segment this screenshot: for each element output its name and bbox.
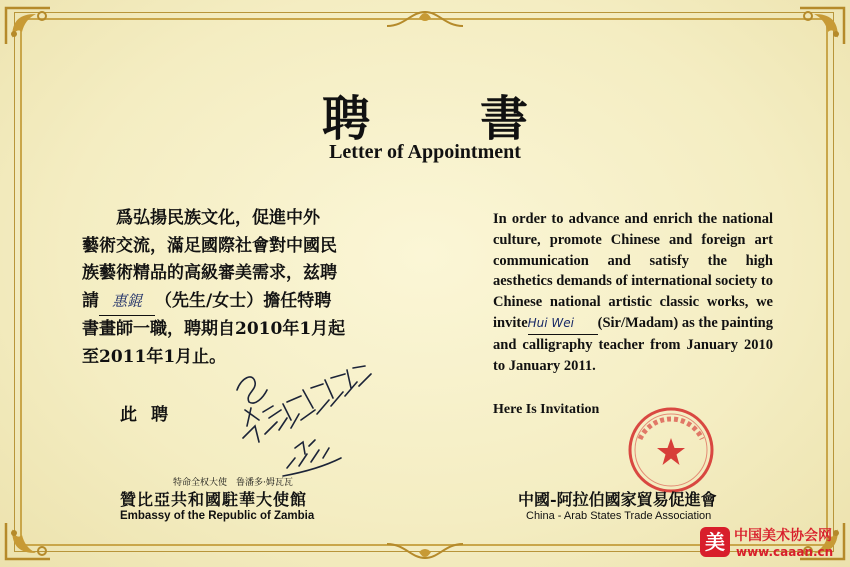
association-name-en: China - Arab States Trade Association — [526, 510, 712, 522]
watermark-logo-icon: 美 — [700, 527, 730, 557]
chinese-closing: 此聘 — [120, 405, 182, 425]
watermark-url: www.caaan.cn — [736, 545, 834, 559]
corner-ornament-icon — [2, 2, 56, 48]
title-english: Letter of Appointment — [329, 141, 521, 163]
watermark-site-name: 中国美术协会网 — [734, 528, 832, 544]
chinese-line-prefix: 請 — [82, 290, 99, 311]
embassy-name-en: Embassy of the Republic of Zambia — [120, 510, 315, 522]
association-seal-icon — [626, 405, 716, 495]
chinese-line: 書畫師一職，聘期自2010年1月起 — [82, 319, 346, 339]
chinese-line-with-name — [82, 288, 382, 317]
english-text-part1: In order to advance and enrich the national culture, promote Chinese and foreign art communication and satisfy the high aesthetics demands of international society to Chinese national artistic classic works, we invite — [493, 211, 773, 331]
site-watermark — [700, 523, 850, 567]
ambassador-title-small: 特命全权大使 鲁潘多·姆瓦瓦 — [173, 478, 293, 488]
corner-ornament-icon — [794, 2, 848, 48]
english-body — [493, 209, 773, 376]
ambassador-signature-icon — [225, 350, 385, 485]
association-name-cn: 中國-阿拉伯國家貿易促進會 — [518, 490, 717, 509]
embassy-name-cn: 贊比亞共和國駐華大使館 — [120, 490, 308, 509]
chinese-line: 至2011年1月止。 — [82, 346, 227, 367]
chinese-line-suffix: （先生/女士）擔任特聘 — [155, 290, 332, 311]
english-paragraph — [493, 209, 773, 376]
english-text-part2: (Sir/Madam) as the painting and calligraphy teacher from January 2010 to January 2011. — [493, 314, 773, 374]
handwritten-name-en: Hui Wei — [528, 313, 598, 335]
title-chinese: 聘書 — [321, 91, 638, 147]
chinese-line: 爲弘揚民族文化，促進中外 — [82, 208, 320, 228]
chinese-line: 藝術交流，滿足國際社會對中國民 — [82, 235, 337, 256]
chinese-body — [82, 205, 382, 371]
handwritten-name-cn: 惠錕 — [99, 288, 155, 317]
bottom-flourish-icon — [385, 540, 465, 562]
top-flourish-icon — [385, 8, 465, 30]
chinese-line: 族藝術精品的高級審美需求，兹聘 — [82, 263, 337, 283]
english-closing: Here Is Invitation — [493, 402, 600, 417]
corner-ornament-icon — [2, 519, 56, 565]
